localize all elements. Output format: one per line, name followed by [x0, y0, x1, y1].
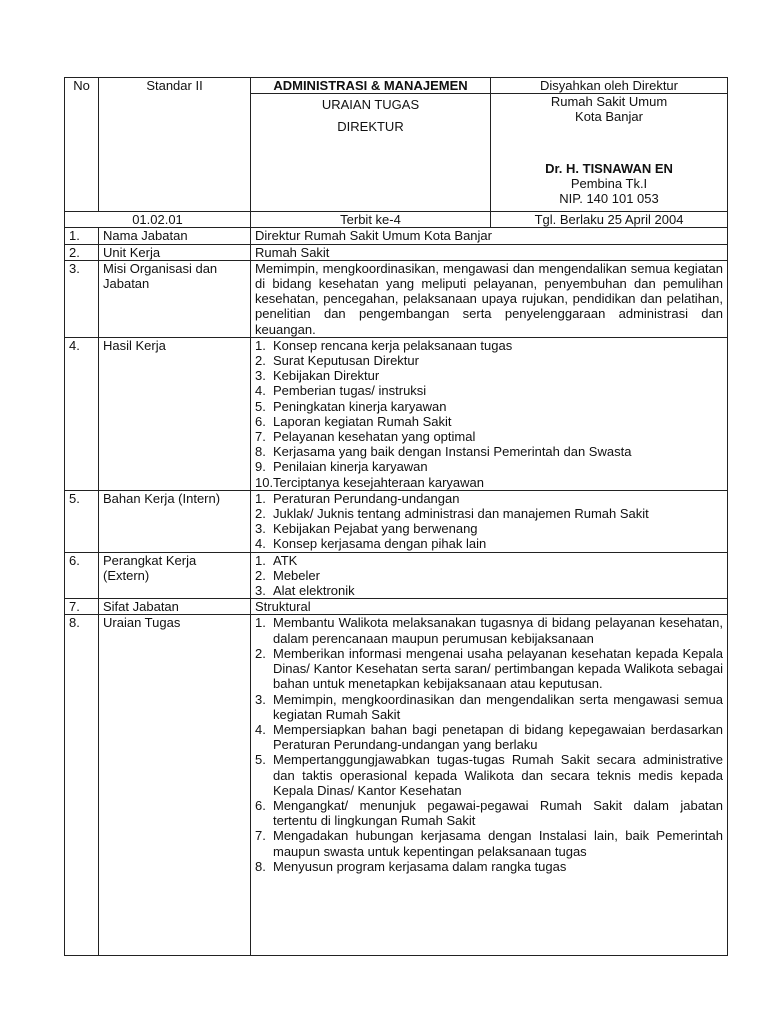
list-item-text: Pemberian tugas/ instruksi [273, 383, 427, 399]
list-item-text: Membantu Walikota melaksanakan tugasnya di bidang pelayanan kesehatan, dalam perencanaan maupun perumusan kebijaksanaan [273, 615, 723, 646]
header-standard-cell [99, 78, 251, 212]
list-item-number: 3. [255, 521, 266, 537]
list-item-number: 1. [255, 615, 266, 631]
list-item-text: Menyusun program kerjasama dalam rangka tugas [273, 858, 567, 874]
list-item-text: Juklak/ Juknis tentang administrasi dan manajemen Rumah Sakit [273, 506, 649, 522]
list-item-text: Mengadakan hubungan kerjasama dengan Instalasi lain, baik Pemerintah maupun swasta untuk kepentingan pelaksanaan tugas [273, 828, 723, 859]
director-rank: Pembina Tk.I [570, 175, 648, 191]
list-item-number: 6. [255, 797, 266, 813]
list-item-number: 1. [255, 490, 266, 506]
list-item-text: Laporan kegiatan Rumah Sakit [273, 413, 452, 429]
list-item [255, 399, 723, 414]
list-item [255, 338, 723, 353]
list-item-number: 4. [255, 383, 266, 399]
list-item [255, 646, 723, 692]
list-item-number: 3. [255, 583, 266, 599]
list-item [255, 414, 723, 429]
list-item-text: Konsep kerjasama dengan pihak lain [273, 536, 487, 552]
table-row [65, 337, 728, 490]
list-item [255, 429, 723, 444]
row-number: 6. [65, 552, 99, 599]
row-number: 3. [65, 260, 99, 337]
list-item-number: 2. [255, 645, 266, 661]
list-item-number: 2. [255, 567, 266, 583]
external-tool-list [255, 553, 723, 599]
header-no-label: No [73, 78, 90, 93]
list-item-number: 7. [255, 429, 266, 445]
header-no-cell [65, 78, 99, 212]
table-row [65, 599, 728, 615]
approval-line-2: Rumah Sakit Umum [550, 94, 668, 110]
row-label: Unit Kerja [99, 244, 251, 260]
row-value [251, 615, 728, 956]
duty-list [255, 615, 723, 873]
list-item-number: 1. [255, 552, 266, 568]
row-label: Nama Jabatan [99, 228, 251, 244]
list-item-number: 5. [255, 398, 266, 414]
list-item-number: 7. [255, 828, 266, 844]
list-item-number: 6. [255, 413, 266, 429]
row-number: 7. [65, 599, 99, 615]
list-item-text: Alat elektronik [273, 583, 355, 599]
row-label: Misi Organisasi dan Jabatan [99, 260, 251, 337]
list-item [255, 859, 723, 874]
row-number: 1. [65, 228, 99, 244]
row-value [251, 552, 728, 599]
list-item-number: 1. [255, 337, 266, 353]
list-item [255, 828, 723, 858]
list-item-text: Terciptanya kesejahteraan karyawan [273, 474, 485, 490]
row-label: Perangkat Kerja (Extern) [99, 552, 251, 599]
row-number: 4. [65, 337, 99, 490]
row-value [251, 490, 728, 552]
internal-material-list [255, 491, 723, 552]
result-list [255, 338, 723, 490]
list-item-text: Penilaian kinerja karyawan [273, 459, 428, 475]
list-item [255, 353, 723, 368]
list-item [255, 722, 723, 752]
list-item [255, 491, 723, 506]
list-item-text: Kebijakan Direktur [273, 368, 380, 384]
approval-cell [491, 94, 728, 212]
list-item-number: 3. [255, 691, 266, 707]
row-value: Direktur Rumah Sakit Umum Kota Banjar [251, 228, 728, 244]
approval-line-1: Disyahkan oleh Direktur [491, 78, 728, 94]
section-title: ADMINISTRASI & MANAJEMEN [251, 78, 491, 94]
list-item-text: ATK [273, 552, 298, 568]
list-item-text: Kerjasama yang baik dengan Instansi Pemerintah dan Swasta [273, 444, 632, 460]
director-nip: NIP. 140 101 053 [559, 191, 659, 207]
row-value: Struktural [251, 599, 728, 615]
list-item [255, 615, 723, 645]
list-item-text: Peningkatan kinerja karyawan [273, 398, 447, 414]
header-standard-label: Standar II [146, 78, 203, 93]
list-item-number: 8. [255, 444, 266, 460]
list-item-text: Memberikan informasi mengenai usaha pelayanan kesehatan kepada Kepala Dinas/ Kantor Kesehatan serta saran/ pertimbangan kepada Walikota sebagai bahan untuk menetapkan kebijaksanaan atau keputusan. [273, 645, 723, 692]
list-item [255, 506, 723, 521]
list-item-number: 2. [255, 353, 266, 369]
row-label: Bahan Kerja (Intern) [99, 490, 251, 552]
director-name: Dr. H. TISNAWAN EN [545, 160, 673, 176]
list-item [255, 752, 723, 798]
list-item [255, 553, 723, 568]
list-item-text: Pelayanan kesehatan yang optimal [273, 429, 476, 445]
row-number: 2. [65, 244, 99, 260]
effective-date: Tgl. Berlaku 25 April 2004 [491, 212, 728, 228]
list-item [255, 521, 723, 536]
row-value [251, 337, 728, 490]
list-item [255, 583, 723, 598]
list-item-number: 8. [255, 858, 266, 874]
list-item-number: 5. [255, 752, 266, 768]
table-row [65, 552, 728, 599]
table-row [65, 615, 728, 956]
list-item-number: 9. [255, 459, 266, 475]
list-item [255, 459, 723, 474]
table-row [65, 260, 728, 337]
row-value: Memimpin, mengkoordinasikan, mengawasi dan mengendalikan semua kegiatan di bidang kesehatan yang meliputi pelayanan, penyembuhan dan pemulihan kesehatan, pencegahan, pelaksanaan upaya rujukan, pendidikan dan pelatihan, penelitian dan pengembangan serta penyelenggaraan administrasi dan keuangan. [251, 260, 728, 337]
row-label: Sifat Jabatan [99, 599, 251, 615]
table-row [65, 244, 728, 260]
list-item-text: Mengangkat/ menunjuk pegawai-pegawai Rumah Sakit dalam jabatan tertentu di lingkungan Rumah Sakit [273, 797, 723, 829]
list-item-number: 10. [255, 474, 274, 490]
info-row [65, 212, 728, 228]
list-item-text: Mempertanggungjawabkan tugas-tugas Rumah Sakit secara administrative dan taktis operasional kepada Walikota dan secara teknis medis kepada Kepala Dinas/ Kantor Kesehatan [273, 752, 723, 798]
row-label: Hasil Kerja [99, 337, 251, 490]
list-item [255, 368, 723, 383]
list-item [255, 475, 723, 490]
list-item-text: Memimpin, mengkoordinasikan dan mengendalikan serta mengawasi semua kegiatan Rumah Sakit [273, 691, 723, 722]
list-item [255, 568, 723, 583]
list-item-text: Mempersiapkan bahan bagi penetapan di bidang kepegawaian berdasarkan Peraturan Perundang-undangan yang berlaku [273, 721, 723, 753]
list-item [255, 536, 723, 551]
row-label: Uraian Tugas [99, 615, 251, 956]
doc-title-line-2: DIREKTUR [337, 119, 404, 135]
list-item-text: Mebeler [273, 567, 320, 583]
header-row-title [65, 78, 728, 94]
edition: Terbit ke-4 [251, 212, 491, 228]
doc-title-line-1: URAIAN TUGAS [321, 97, 420, 113]
list-item-text: Surat Keputusan Direktur [273, 353, 419, 369]
list-item-text: Kebijakan Pejabat yang berwenang [273, 521, 478, 537]
row-value: Rumah Sakit [251, 244, 728, 260]
list-item-number: 3. [255, 368, 266, 384]
approval-line-3: Kota Banjar [575, 109, 643, 125]
row-number: 8. [65, 615, 99, 956]
table-row [65, 228, 728, 244]
row-number: 5. [65, 490, 99, 552]
list-item [255, 692, 723, 722]
list-item-number: 2. [255, 506, 266, 522]
list-item [255, 444, 723, 459]
list-item-number: 4. [255, 536, 266, 552]
job-description-table [64, 77, 728, 956]
table-row [65, 490, 728, 552]
list-item [255, 383, 723, 398]
doc-title-cell [251, 94, 491, 212]
doc-code: 01.02.01 [65, 212, 251, 228]
list-item-number: 4. [255, 721, 266, 737]
list-item [255, 798, 723, 828]
list-item-text: Konsep rencana kerja pelaksanaan tugas [273, 337, 513, 353]
list-item-text: Peraturan Perundang-undangan [273, 490, 460, 506]
